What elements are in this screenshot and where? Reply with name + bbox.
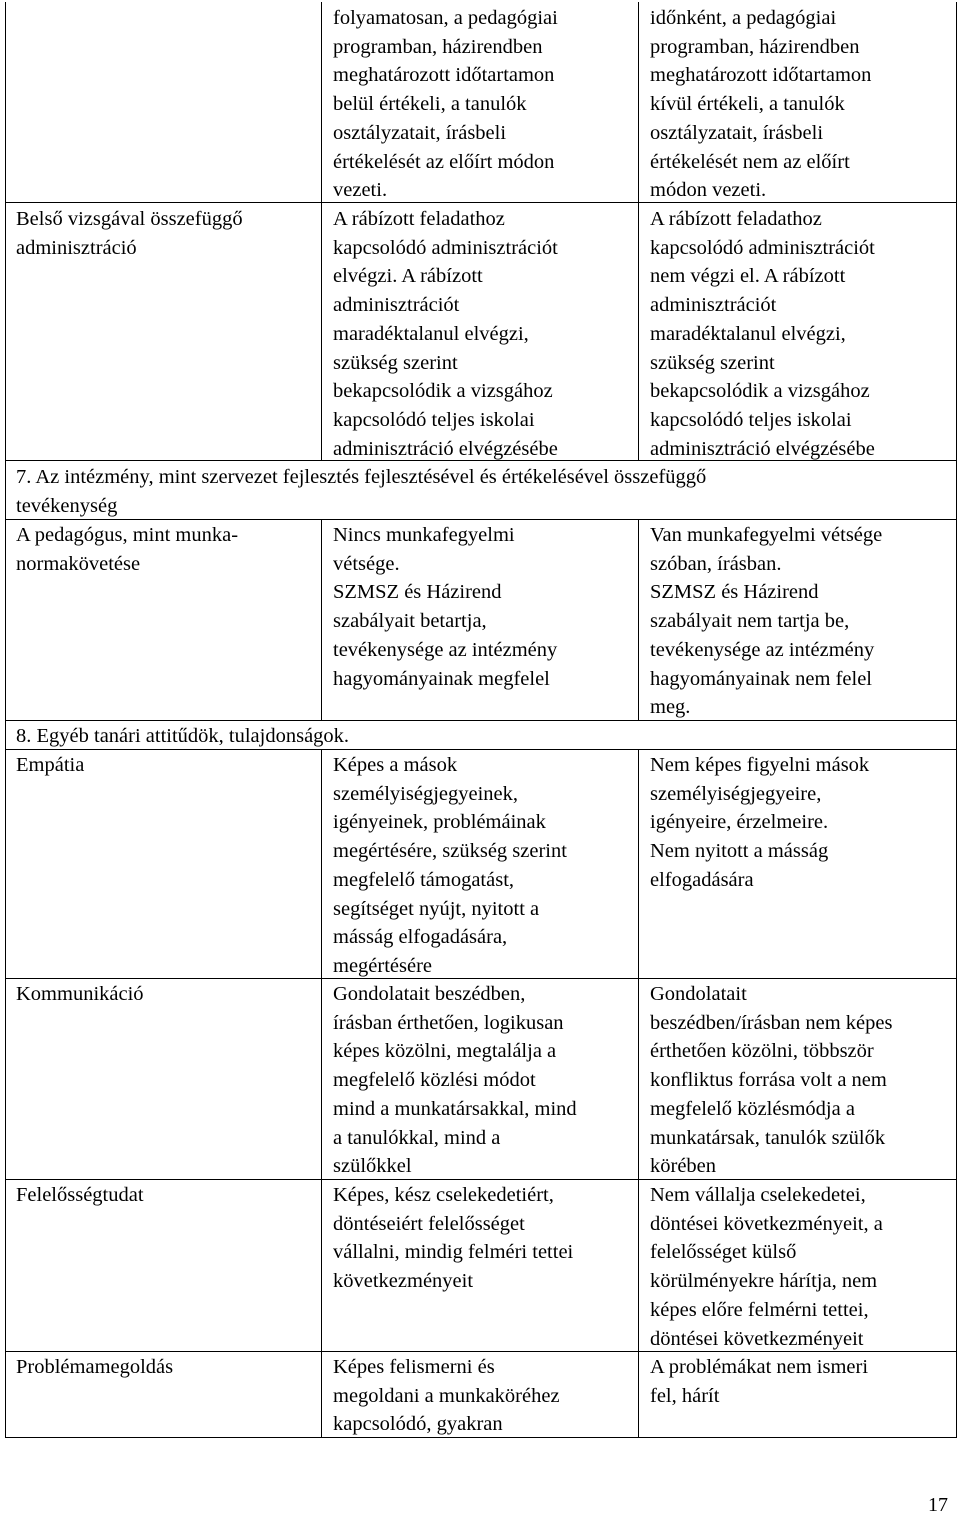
positive-cell: Képes, kész cselekedetiért, döntéseiért felelősséget vállalni, mindig felméri tettei következményeit (333, 1184, 574, 1293)
section-8-heading: 8. Egyéb tanári attitűdök, tulajdonságok. (16, 725, 350, 747)
section-7-heading: 7. Az intézmény, mint szervezet fejlesztés fejlesztésével és értékelésével összefüggő tevékenység (16, 466, 707, 517)
positive-cell: A rábízott feladathoz kapcsolódó adminisztrációt elvégzi. A rábízott adminisztrációt maradéktalanul elvégzi, szükség szerint bekapcsolódik a vizsgához kapcsolódó teljes iskolai adminisztráció elvégzésébe (333, 208, 558, 460)
criterion-cell: Felelősségtudat (16, 1184, 144, 1206)
positive-cell: Képes felismerni és megoldani a munkaköréhez kapcsolódó, gyakran (333, 1356, 560, 1436)
positive-cell: Gondolatait beszédben, írásban érthetően, logikusan képes közölni, megtalálja a megfelelő közlési módot mind a munkatársakkal, mind a tanulókkal, mind a szülőkkel (333, 983, 577, 1178)
negative-cell: A problémákat nem ismeri fel, hárít (650, 1356, 869, 1407)
column-divider-1 (321, 519, 322, 720)
negative-cell: A rábízott feladathoz kapcsolódó adminisztrációt nem végzi el. A rábízott adminisztrációt maradéktalanul elvégzi, szükség szerint bekapcsolódik a vizsgához kapcsolódó teljes iskolai adminisztráció elvégzésébe (650, 208, 875, 460)
column-divider-2 (638, 519, 639, 720)
criterion-cell: Belső vizsgával összefüggő adminisztráció (16, 208, 243, 259)
page-number: 17 (928, 1494, 948, 1516)
negative-cell: Nem képes figyelni mások személyiségjegyeire, igényeire, érzelmeire. Nem nyitott a másság elfogadására (650, 754, 870, 891)
criterion-cell: A pedagógus, mint munka- normakövetése (16, 524, 239, 575)
positive-cell: folyamatosan, a pedagógiai programban, házirendben meghatározott időtartamon belül értékeli, a tanulók osztályzatait, írásbeli értékelését az előírt módon vezeti. (333, 7, 558, 202)
negative-cell: Van munkafegyelmi vétsége szóban, írásban. SZMSZ és Házirend szabályait nem tartja be, tevékenysége az intézmény hagyományainak nem felel meg. (650, 524, 883, 719)
positive-cell: Képes a mások személyiségjegyeinek, igényeinek, problémáinak megértésére, szükség szerint megfelelő támogatást, segítséget nyújt, nyitott a másság elfogadására, megértésére (333, 754, 567, 977)
column-divider-1 (321, 749, 322, 1438)
column-divider-2 (638, 749, 639, 1438)
positive-cell: Nincs munkafegyelmi vétsége. SZMSZ és Házirend szabályait betartja, tevékenysége az intézmény hagyományainak megfelel (333, 524, 558, 690)
negative-cell: időnként, a pedagógiai programban, házirendben meghatározott időtartamon kívül értékeli, a tanulók osztályzatait, írásbeli értékelését nem az előírt módon vezeti. (650, 7, 872, 202)
criterion-cell: Kommunikáció (16, 983, 144, 1005)
negative-cell: Gondolatait beszédben/írásban nem képes érthetően közölni, többször konfliktus forrása volt a nem megfelelő közlésmódja a munkatársak, tanulók szülők körében (650, 983, 893, 1178)
criterion-cell: Problémamegoldás (16, 1356, 174, 1378)
column-divider-2 (638, 2, 639, 460)
negative-cell: Nem vállalja cselekedetei, döntései következményeit, a felelősséget külső körülményekre hárítja, nem képes előre felmérni tettei, döntései következményeit (650, 1184, 883, 1350)
column-divider-1 (321, 2, 322, 460)
criterion-cell: Empátia (16, 754, 85, 776)
